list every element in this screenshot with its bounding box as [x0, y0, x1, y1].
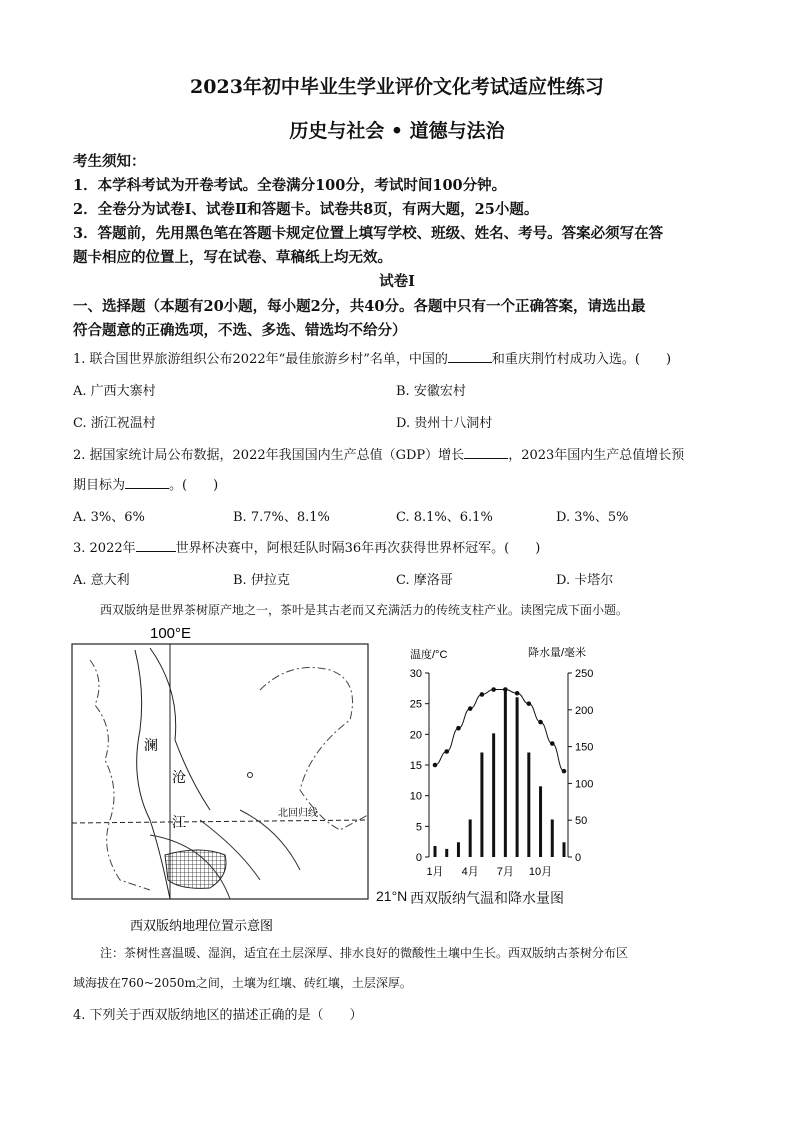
precipitation-bar: [551, 819, 554, 857]
river-label: 沧: [172, 769, 186, 785]
q3-text: 3. 2022年: [73, 541, 136, 556]
question-3: [73, 537, 540, 556]
precipitation-bar: [527, 752, 530, 857]
temperature-point: [550, 741, 555, 746]
note-text: 域海拔在760~2050m之间，土壤为红壤、砖红壤，土层深厚。: [73, 976, 412, 990]
exam-title: 2023年初中毕业生学业评价文化考试适应性练习: [190, 76, 604, 98]
map-caption: 西双版纳地理位置示意图: [130, 918, 274, 933]
q2-text: 。( ): [169, 478, 219, 493]
left-tick-label: 20: [409, 729, 422, 742]
right-tick-label: 0: [575, 852, 582, 864]
precipitation-bar: [445, 849, 448, 857]
question-1: [73, 348, 671, 367]
option-b: B. 安徽宏村: [396, 384, 466, 399]
option-a: A. 广西大寨村: [73, 384, 156, 399]
left-tick-label: 0: [415, 852, 422, 864]
right-tick-label: 250: [575, 668, 594, 680]
question-4: 4. 下列关于西双版纳地区的描述正确的是（ ）: [73, 1008, 363, 1023]
left-axis-label: 温度/°C: [410, 649, 448, 661]
tropic-line: [72, 820, 368, 823]
option-b: B. 7.7%、8.1%: [233, 510, 330, 525]
option-c: C. 8.1%、6.1%: [396, 510, 493, 525]
section-title: 试卷Ⅰ: [379, 273, 415, 290]
precipitation-bar: [480, 752, 483, 857]
option-d: D. 贵州十八洞村: [396, 416, 493, 431]
precipitation-bar: [516, 697, 519, 857]
passage-text: 西双版纳是世界茶树原产地之一，茶叶是其古老而又充满活力的传统支柱产业。读图完成下面小题。: [100, 603, 629, 617]
left-tick-label: 15: [409, 760, 422, 772]
temperature-point: [444, 749, 449, 754]
longitude-label: 100°E: [150, 625, 192, 642]
notice-item: 3．答题前，先用黑色笔在答题卡规定位置上填写学校、班级、姓名、考号。答案必须写在答: [73, 225, 664, 242]
question-2: [73, 444, 684, 463]
option-a: A. 意大利: [73, 573, 130, 588]
right-tick-label: 150: [575, 741, 594, 754]
q2-text: 期目标为: [73, 478, 126, 493]
option-b: B. 伊拉克: [233, 573, 290, 588]
temperature-point: [562, 769, 567, 774]
chart-title: 西双版纳气温和降水量图: [410, 890, 564, 906]
x-tick-label: 1月: [426, 866, 444, 878]
notice-item: 题卡相应的位置上，写在试卷、草稿纸上均无效。: [73, 249, 392, 266]
temperature-line: [435, 690, 564, 772]
river-label: 江: [172, 814, 186, 830]
latitude-label: 21°N: [376, 888, 408, 904]
precipitation-bar: [469, 819, 472, 857]
right-tick-label: 200: [575, 704, 594, 717]
answer-blank: [464, 446, 508, 459]
option-d: D. 卡塔尔: [556, 573, 614, 588]
notice-item: 2．全卷分为试卷Ⅰ、试卷Ⅱ和答题卡。试卷共8页，有两大题，25小题。: [73, 201, 539, 218]
answer-blank: [125, 476, 169, 489]
exam-subtitle: 历史与社会 • 道德与法治: [289, 120, 505, 142]
q1-text: 1. 联合国世界旅游组织公布2022年“最佳旅游乡村”名单，中国的: [73, 352, 448, 367]
left-tick-label: 25: [409, 698, 422, 711]
x-tick-label: 7月: [496, 866, 514, 878]
notice-item: 1．本学科考试为开卷考试。全卷满分100分，考试时间100分钟。: [73, 177, 507, 194]
river-line: [150, 648, 210, 810]
precipitation-bar: [563, 842, 566, 857]
temperature-point: [456, 726, 461, 731]
river-line: [135, 650, 170, 899]
temperature-point: [491, 687, 496, 692]
temperature-point: [468, 706, 473, 711]
precipitation-bar: [457, 842, 460, 857]
border-line: [260, 668, 368, 831]
left-tick-label: 10: [409, 790, 422, 803]
temperature-point: [433, 763, 438, 768]
right-axis-label: 降水量/毫米: [528, 647, 587, 659]
tropic-label: 北回归线: [278, 808, 318, 819]
temperature-point: [503, 687, 508, 692]
section-instructions: 一、选择题（本题有20小题，每小题2分，共40分。各题中只有一个正确答案，请选出最: [73, 298, 646, 315]
precipitation-bar: [539, 786, 542, 857]
q2-text: 2. 据国家统计局公布数据，2022年我国国内生产总值（GDP）增长: [73, 448, 465, 463]
option-a: A. 3%、6%: [73, 510, 145, 525]
q3-text: 世界杯决赛中，阿根廷队时隔36年再次获得世界杯冠军。( ): [175, 541, 541, 556]
x-tick-label: 4月: [461, 866, 479, 878]
left-tick-label: 5: [415, 821, 422, 834]
temperature-point: [527, 701, 532, 706]
answer-blank: [136, 539, 176, 552]
option-c: C. 浙江祝温村: [73, 416, 156, 431]
left-tick-label: 30: [409, 668, 422, 680]
q2-text: ，2023年国内生产总值增长预: [508, 448, 685, 463]
section-instructions: 符合题意的正确选项，不选、多选、错选均不给分）: [73, 322, 407, 339]
right-tick-label: 50: [575, 815, 588, 828]
option-d: D. 3%、5%: [556, 510, 629, 525]
x-tick-label: 10月: [528, 866, 553, 878]
river-label: 澜: [144, 737, 158, 753]
temperature-point: [515, 691, 520, 696]
option-c: C. 摩洛哥: [396, 573, 453, 588]
precipitation-bar: [504, 688, 507, 857]
temperature-point: [480, 692, 485, 697]
q1-text: 和重庆荆竹村成功入选。( ): [491, 352, 672, 367]
precipitation-bar: [492, 733, 495, 857]
notice-heading: 考生须知：: [73, 153, 146, 170]
location-map: [60, 620, 380, 940]
precipitation-bar: [434, 846, 437, 857]
temperature-point: [538, 720, 543, 725]
city-marker: [248, 773, 253, 778]
note-text: 注：茶树性喜温暖、湿润，适宜在土层深厚、排水良好的微酸性土壤中生长。西双版纳古茶树分布区: [100, 946, 629, 960]
climate-chart: [395, 640, 595, 885]
answer-blank: [448, 350, 492, 363]
question-2-cont: [73, 474, 218, 493]
right-tick-label: 100: [575, 778, 594, 791]
xishuangbanna-area: [165, 850, 226, 888]
